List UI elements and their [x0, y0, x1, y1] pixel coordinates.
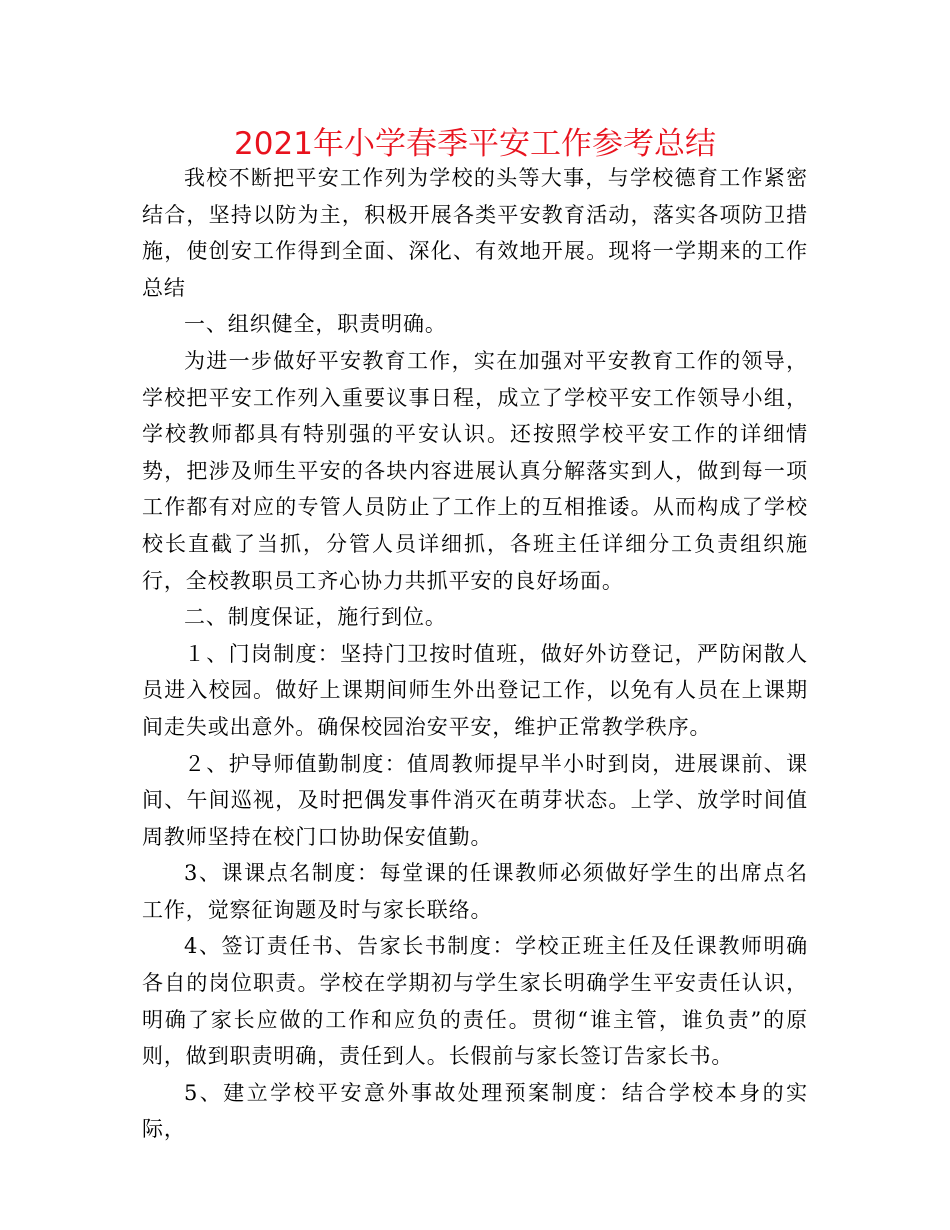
document-title: 2021年小学春季平安工作参考总结 — [234, 126, 716, 162]
paragraph-roll-call: 3、课课点名制度：每堂课的任课教师必须做好学生的出席点名工作，觉察征询题及时与家长联络。 — [142, 861, 808, 922]
section-heading-1: 一、组织健全，职责明确。 — [184, 312, 447, 337]
paragraph-duty-system: ２、护导师值勤制度：值周教师提早半小时到岗，进展课前、课间、午间巡视，及时把偶发事件消灭在萌芽状态。上学、放学时间值周教师坚持在校门口协助保安值勤。 — [142, 751, 808, 849]
paragraph-gate-system: １、门岗制度：坚持门卫按时值班，做好外访登记，严防闲散人员进入校园。做好上课期间师生外出登记工作，以免有人员在上课期间走失或出意外。确保校园治安平安，维护正常教学秩序。 — [142, 641, 808, 739]
paragraph-intro: 我校不断把平安工作列为学校的头等大事，与学校德育工作紧密结合，坚持以防为主，积极开展各类平安教育活动，落实各项防卫措施，使创安工作得到全面、深化、有效地开展。现将一学期来的工作总结 — [142, 166, 808, 300]
paragraph-organization: 为进一步做好平安教育工作，实在加强对平安教育工作的领导，学校把平安工作列入重要议事日程，成立了学校平安工作领导小组，学校教师都具有特别强的平安认识。还按照学校平安工作的详细情势，把涉及师生平安的各块内容进展认真分解落实到人，做到每一项工作都有对应的专管人员防止了工作上的互相推诿。从而构成了学校校长直截了当抓，分管人员详细抓，各班主任详细分工负责组织施行，全校教职员工齐心协力共抓平安的良好场面。 — [142, 348, 808, 593]
paragraph-emergency-plan: 5、建立学校平安意外事故处理预案制度：结合学校本身的实际， — [142, 1080, 808, 1142]
section-heading-2: 二、制度保证，施行到位。 — [184, 605, 447, 630]
document-body — [142, 160, 808, 1148]
paragraph-responsibility: 4、签订责任书、告家长书制度：学校正班主任及任课教师明确各自的岗位职责。学校在学期初与学生家长明确学生平安责任认识，明确了家长应做的工作和应负的责任。贯彻“谁主管，谁负责”的原则，做到职责明确，责任到人。长假前与家长签订告家长书。 — [142, 934, 808, 1069]
